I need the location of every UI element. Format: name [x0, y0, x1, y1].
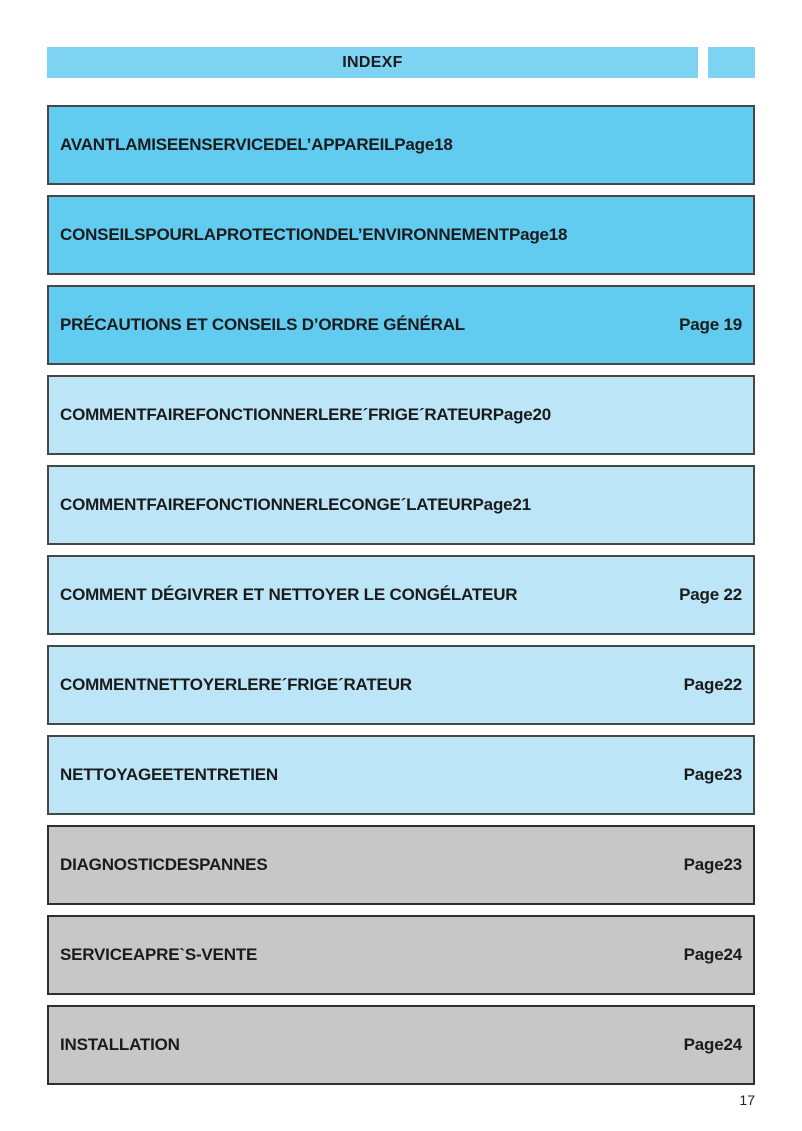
toc-entry-page: Page22 [683, 675, 742, 694]
toc-entry [47, 465, 755, 545]
toc-entry [47, 825, 755, 905]
toc-entry-page: Page24 [683, 945, 742, 964]
toc-entry [47, 915, 755, 995]
toc-entry [47, 105, 755, 185]
toc-entry-title: DIAGNOSTICDESPANNES [60, 855, 268, 874]
toc-entry-page: Page23 [683, 765, 742, 784]
page-title: INDEXF [342, 53, 403, 71]
toc-entry-title: NETTOYAGEETENTRETIEN [60, 765, 278, 784]
toc-entry-title: COMMENTFAIREFONCTIONNERLECONGE´LATEURPage21 [60, 495, 531, 514]
toc-entry [47, 285, 755, 365]
toc-entry [47, 735, 755, 815]
toc-entry-title: COMMENT DÉGIVRER ET NETTOYER LE CONGÉLATEUR [60, 585, 518, 604]
page-number: 17 [739, 1092, 755, 1108]
toc-entry-title: INSTALLATION [60, 1035, 180, 1054]
toc-entry [47, 375, 755, 455]
toc-entry-page: Page23 [683, 855, 742, 874]
toc-entry-page: Page24 [683, 1035, 742, 1054]
toc-entry [47, 195, 755, 275]
toc-entry-page: Page 22 [679, 585, 742, 604]
toc-entry-page: Page 19 [679, 315, 742, 334]
toc-entry-title: CONSEILSPOURLAPROTECTIONDEL’ENVIRONNEMENTPage18 [60, 225, 568, 244]
toc-entry-title: AVANTLAMISEENSERVICEDEL’APPAREILPage18 [60, 135, 453, 154]
toc-entry [47, 645, 755, 725]
header-accent-square [708, 47, 755, 78]
toc-entry-title: PRÉCAUTIONS ET CONSEILS D’ORDRE GÉNÉRAL [60, 315, 465, 334]
index-header-bar [47, 47, 698, 78]
toc-list [47, 105, 755, 1085]
toc-entry [47, 1005, 755, 1085]
toc-entry-title: COMMENTNETTOYERLERE´FRIGE´RATEUR [60, 675, 412, 694]
toc-entry [47, 555, 755, 635]
toc-entry-title: SERVICEAPRE`S-VENTE [60, 945, 258, 964]
toc-entry-title: COMMENTFAIREFONCTIONNERLERE´FRIGE´RATEURPage20 [60, 405, 552, 424]
